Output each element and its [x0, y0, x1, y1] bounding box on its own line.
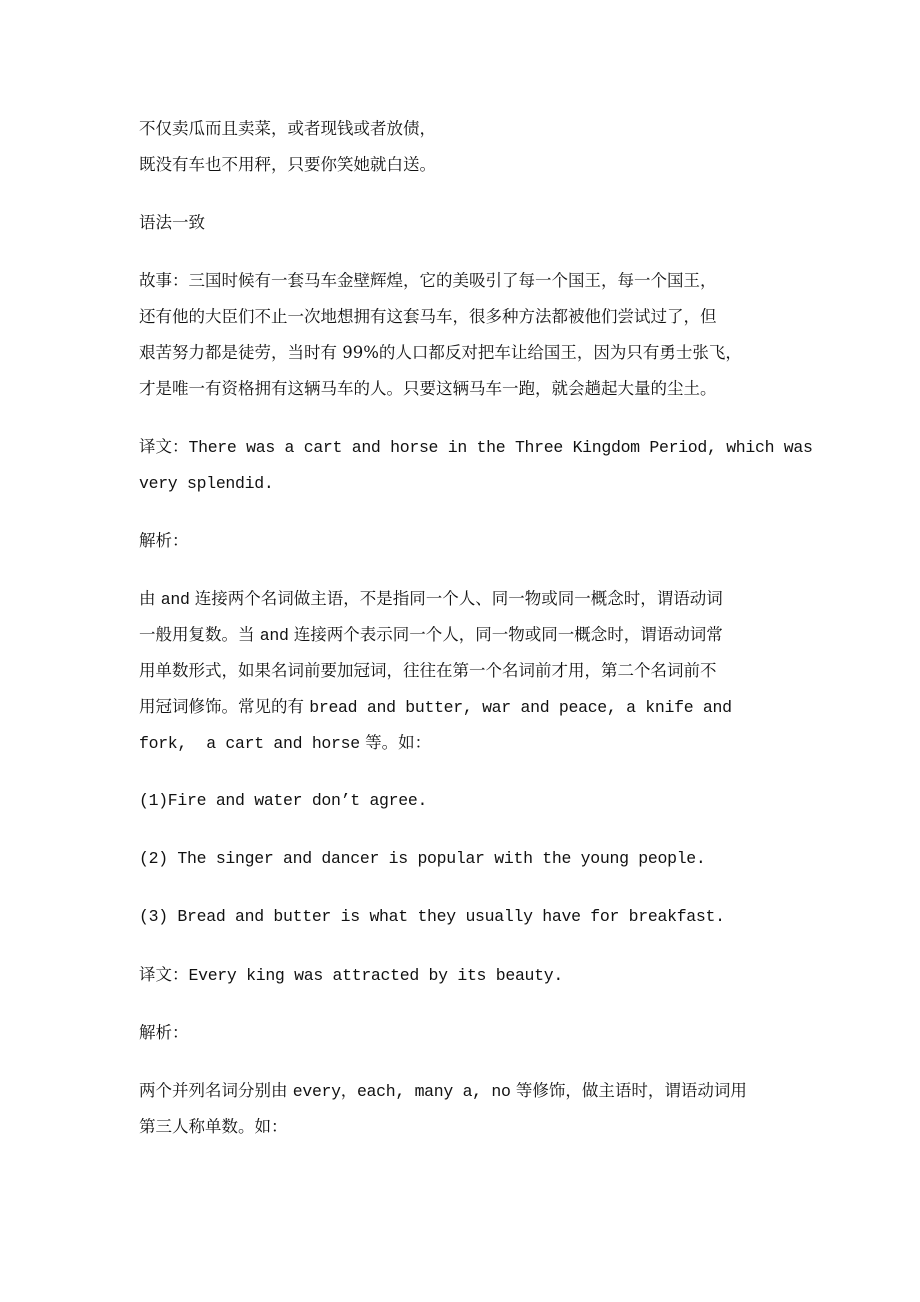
example-2: (2) The singer and dancer is popular with the young people. — [139, 849, 706, 868]
analysis-1-line-5-zh-b: 等。如： — [359, 733, 432, 752]
translation-1-line-2 — [139, 473, 273, 494]
analysis-1-line-2 — [139, 625, 723, 646]
translation-1-line-1 — [139, 437, 813, 458]
analysis-1-line-2-zh-a: 一般用复数。当 — [139, 625, 260, 644]
translation-2-line — [139, 965, 563, 986]
translation-1-text-1: There was a cart and horse in the Three Kingdom Period, which was — [188, 438, 813, 457]
story-line-1: 故事：三国时候有一套马车金壁辉煌，它的美吸引了每一个国王，每一个国王， — [139, 271, 717, 290]
translation-2-label: 译文： — [139, 965, 189, 984]
story-line-3: 艰苦努力都是徒劳，当时有 99%的人口都反对把车让给国王，因为只有勇士张飞， — [139, 343, 742, 362]
analysis-1-line-1-zh-b: 连接两个名词做主语，不是指同一个人、同一物或同一概念时，谓语动词 — [189, 589, 723, 608]
analysis-1-line-4-zh-a: 用冠词修饰。常见的有 — [139, 697, 310, 716]
analysis-1-line-5 — [139, 733, 431, 754]
analysis-1-label: 解析： — [139, 531, 189, 550]
translation-1-label: 译文： — [139, 437, 189, 456]
example-1: (1)Fire and water don’t agree. — [139, 791, 428, 810]
analysis-2-line-1-en: every，each, many a, no — [292, 1082, 511, 1101]
analysis-1-line-3-zh-a: 用单数形式，如果名词前要加冠词，往往在第一个名词前才用，第二个名词前不 — [139, 661, 717, 680]
analysis-1-line-1-zh-a: 由 — [139, 589, 161, 608]
analysis-2-line-1 — [139, 1081, 747, 1102]
analysis-1-line-2-en: and — [259, 626, 289, 645]
poem-line-2: 既没有车也不用秤，只要你笑她就白送。 — [139, 155, 436, 174]
analysis-2-line-2 — [139, 1117, 288, 1137]
analysis-1-line-4 — [139, 697, 732, 718]
example-3: (3) Bread and butter is what they usually have for breakfast. — [139, 907, 725, 926]
analysis-1-line-5-en: fork, a cart and horse — [139, 734, 360, 753]
section-title: 语法一致 — [139, 213, 205, 232]
analysis-1-line-1 — [139, 589, 723, 610]
analysis-1-line-1-en: and — [160, 590, 190, 609]
translation-1-text-2: very splendid. — [139, 474, 274, 493]
analysis-2-label: 解析： — [139, 1023, 189, 1042]
analysis-2-line-1-zh-a: 两个并列名词分别由 — [139, 1081, 293, 1100]
analysis-1-line-3 — [139, 661, 717, 681]
analysis-1-line-2-zh-b: 连接两个表示同一个人，同一物或同一概念时，谓语动词常 — [288, 625, 723, 644]
story-line-2: 还有他的大臣们不止一次地想拥有这套马车，很多种方法都被他们尝试过了，但 — [139, 307, 717, 326]
analysis-1-line-4-en: bread and butter, war and peace, a knife and — [309, 698, 732, 717]
translation-2-text: Every king was attracted by its beauty. — [188, 966, 563, 985]
story-line-4: 才是唯一有资格拥有这辆马车的人。只要这辆马车一跑，就会趟起大量的尘土。 — [139, 379, 717, 398]
analysis-2-line-1-zh-b: 等修饰，做主语时，谓语动词用 — [510, 1081, 747, 1100]
analysis-2-line-2-zh-a: 第三人称单数。如： — [139, 1117, 288, 1136]
poem-line-1: 不仅卖瓜而且卖菜，或者现钱或者放债， — [139, 119, 436, 138]
